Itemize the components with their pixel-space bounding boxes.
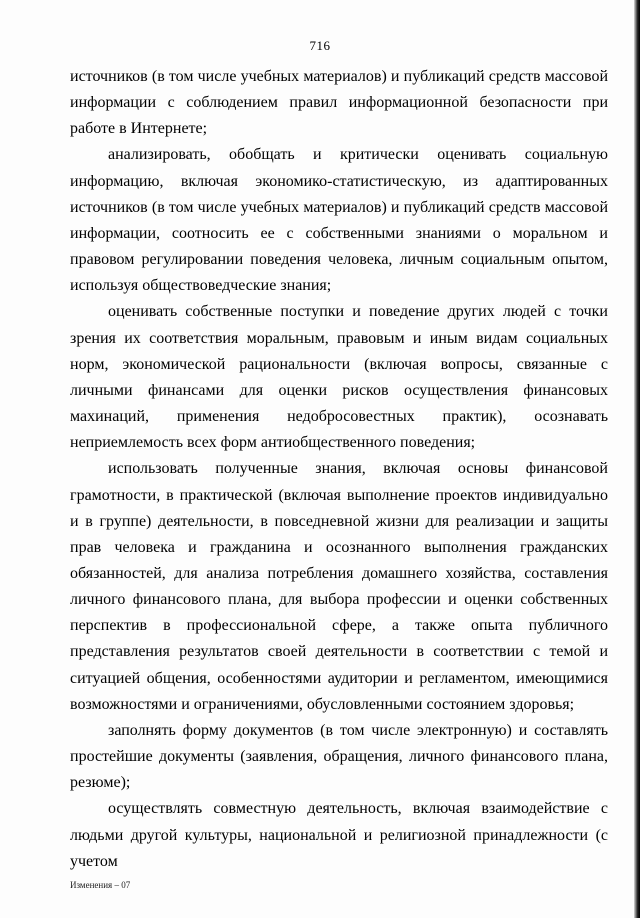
document-body (70, 64, 608, 875)
paragraph-cooperate: осуществлять совместную деятельность, включая взаимодействие с людьми другой культуры, национальной и религиозной принадлежности (с учетом (70, 800, 608, 870)
paragraph-use-knowledge: использовать полученные знания, включая основы финансовой грамотности, в практической (включая выполнение проектов индивидуально и в группе) деятельности, в повседневной жизни для реализации и защиты прав человека и гражданина и осознанного выполнения гражданских обязанностей, для анализа потребления домашнего хозяйства, составления личного финансового плана, для выбора профессии и оценки собственных перспектив в профессиональной сфере, а также опыта публичного представления результатов своей деятельности в соответствии с темой и ситуацией общения, особенностями аудитории и регламентом, имеющимися возможностями и ограничениями, обусловленными состоянием здоровья; (70, 460, 608, 713)
paragraph-analyze: анализировать, обобщать и критически оценивать социальную информацию, включая экономико-статистическую, из адаптированных источников (в том числе учебных материалов) и публикаций средств массовой информации, соотносить ее с собственными знаниями о моральном и правовом регулировании поведения человека, личным социальным опытом, используя обществоведческие знания; (70, 146, 608, 295)
scan-edge (634, 0, 640, 918)
page-number: 716 (309, 38, 331, 53)
paragraph-fill-forms: заполнять форму документов (в том числе электронную) и составлять простейшие документы (заявления, обращения, личного финансового плана, резюме); (70, 721, 608, 792)
revision-footer: Изменения – 07 (70, 880, 131, 890)
paragraph-evaluate: оценивать собственные поступки и поведение других людей с точки зрения их соответствия моральным, правовым и иным видам социальных норм, экономической рациональности (включая вопросы, связанные с личными финансами для оценки рисков осуществления финансовых махинаций, применения недобросовестных практик), осознавать неприемлемость всех форм антиобщественного поведения; (70, 303, 608, 452)
paragraph-sources: источников (в том числе учебных материалов) и публикаций средств массовой информации с соблюдением правил информационной безопасности при работе в Интернете; (70, 68, 608, 138)
